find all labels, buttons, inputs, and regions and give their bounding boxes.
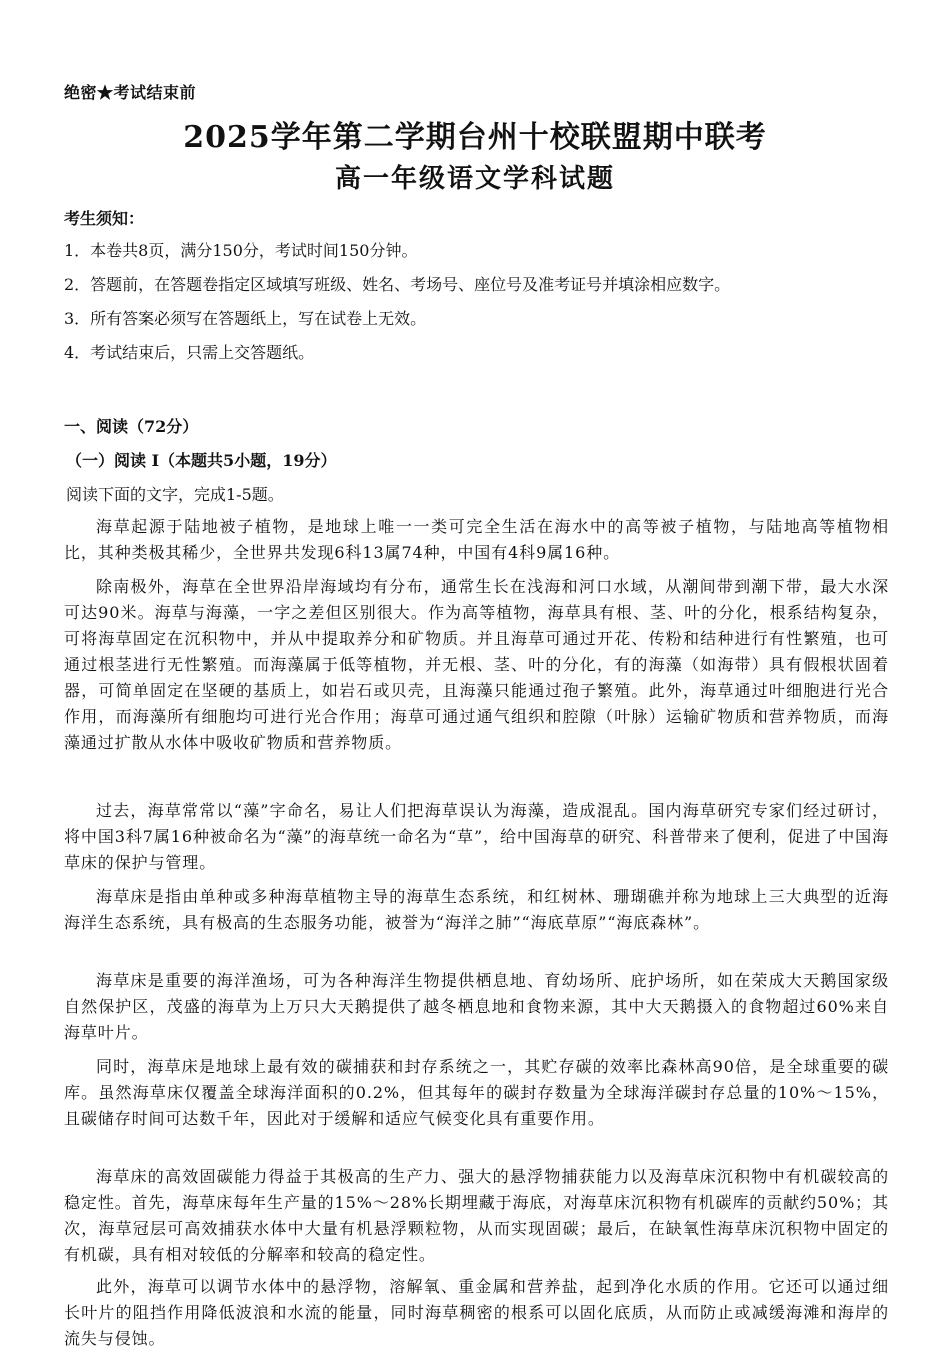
- article-paragraph: 海草起源于陆地被子植物，是地球上唯一一类可完全生活在海水中的高等被子植物，与陆地高等植物相比，其种类极其稀少，全世界共发现6科13属74种，中国有4科9属16种。: [64, 517, 889, 562]
- article-paragraph: 此外，海草可以调节水体中的悬浮物，溶解氧、重金属和营养盐，起到净化水质的作用。它还可以通过细长叶片的阻挡作用降低波浪和水流的能量，同时海草稠密的根系可以固化底质，从而防止或减缓海滩和海岸的流失与侵蚀。: [64, 1277, 889, 1348]
- notice-item: 4．考试结束后，只需上交答题纸。: [64, 343, 315, 362]
- article-paragraph: 海草床是指由单种或多种海草植物主导的海草生态系统，和红树林、珊瑚礁并称为地球上三大典型的近海海洋生态系统，具有极高的生态服务功能，被誉为“海洋之肺”“海底草原”“海底森林”。: [64, 887, 889, 932]
- exam-title: 2025学年第二学期台州十校联盟期中联考: [183, 120, 767, 155]
- notice-heading: 考生须知：: [64, 209, 145, 228]
- notice-item: 3．所有答案必须写在答题纸上，写在试卷上无效。: [64, 309, 427, 328]
- notice-item: 2．答题前，在答题卷指定区域填写班级、姓名、考场号、座位号及准考证号并填涂相应数字。: [64, 275, 731, 294]
- notice-item: 1．本卷共8页，满分150分，考试时间150分钟。: [64, 241, 418, 260]
- article-paragraph: 海草床的高效固碳能力得益于其极高的生产力、强大的悬浮物捕获能力以及海草床沉积物中有机碳较高的稳定性。首先，海草床每年生产量的15%～28%长期埋藏于海底，对海草床沉积物有机碳库的贡献约50%；其次，海草冠层可高效捕获水体中大量有机悬浮颗粒物，从而实现固碳；最后，在缺氧性海草床沉积物中固定的有机碳，具有相对较低的分解率和较高的稳定性。: [64, 1167, 889, 1264]
- secret-mark: 绝密★考试结束前: [64, 83, 197, 102]
- subsection-title: （一）阅读 I（本题共5小题，19分）: [66, 451, 337, 470]
- article-paragraph: 同时，海草床是地球上最有效的碳捕获和封存系统之一，其贮存碳的效率比森林高90倍，是全球重要的碳库。虽然海草床仅覆盖全球海洋面积的0.2%，但其每年的碳封存数量为全球海洋碳封存总量的10%～15%，且碳储存时间可达数千年，因此对于缓解和适应气候变化具有重要作用。: [64, 1057, 889, 1128]
- article-paragraph: 海草床是重要的海洋渔场，可为各种海洋生物提供栖息地、育幼场所、庇护场所，如在荣成大天鹅国家级自然保护区，茂盛的海草为上万只大天鹅提供了越冬栖息地和食物来源，其中大天鹅摄入的食物超过60%来自海草叶片。: [64, 971, 889, 1042]
- section-title: 一、阅读（72分）: [64, 417, 199, 436]
- article-paragraph: 除南极外，海草在全世界沿岸海域均有分布，通常生长在浅海和河口水域，从潮间带到潮下带，最大水深可达90米。海草与海藻，一字之差但区别很大。作为高等植物，海草具有根、茎、叶的分化，根系结构复杂，可将海草固定在沉积物中，并从中提取养分和矿物质。并且海草可通过开花、传粉和结种进行有性繁殖，也可通过根茎进行无性繁殖。而海藻属于低等植物，并无根、茎、叶的分化，有的海藻（如海带）具有假根状固着器，可简单固定在坚硬的基质上，如岩石或贝壳，且海藻只能通过孢子繁殖。此外，海草通过叶细胞进行光合作用，而海藻所有细胞均可进行光合作用；海草可通过通气组织和腔隙（叶脉）运输矿物质和营养物质，而海藻通过扩散从水体中吸收矿物质和营养物质。: [64, 577, 889, 752]
- reading-instruction: 阅读下面的文字，完成1-5题。: [66, 485, 284, 504]
- exam-subtitle: 高一年级语文学科试题: [334, 164, 615, 194]
- article-paragraph: 过去，海草常常以“藻”字命名，易让人们把海草误认为海藻，造成混乱。国内海草研究专家们经过研讨，将中国3科7属16种被命名为“藻”的海草统一命名为“草”，给中国海草的研究、科普带来了便利，促进了中国海草床的保护与管理。: [64, 801, 889, 872]
